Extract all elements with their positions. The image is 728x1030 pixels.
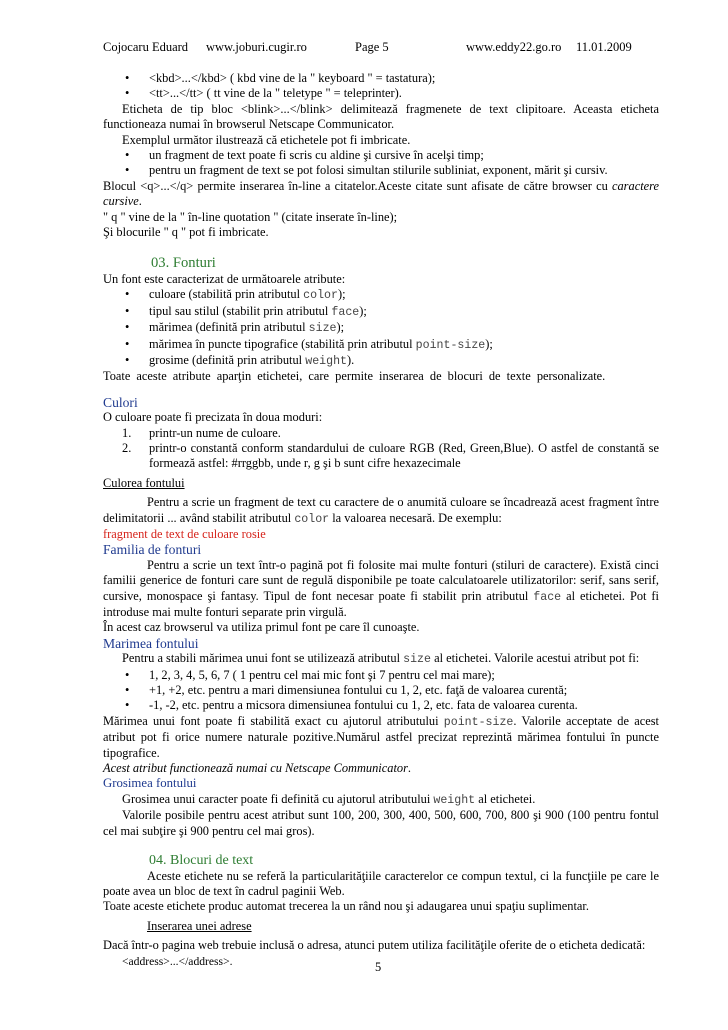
list-item: • un fragment de text poate fi scris cu aldine şi cursive în acelşi timp; (125, 148, 484, 163)
fonturi-intro: Un font este caracterizat de următoarele atribute: (103, 271, 346, 286)
fonturi-closing: Toate aceste atribute aparţin etichetei, care permite inserarea de blocuri de texte personalizate. (103, 369, 606, 384)
heading-grosimea-fontului: Grosimea fontului (103, 776, 197, 791)
q-line-2: " q " vine de la " în-line quotation " (citate inserate în-line); (103, 209, 398, 224)
blink-paragraph: Eticheta de tip bloc <blink>...</blink> delimitează fragmenete de text clipitoare. Aceasta eticheta functioneaza numai în browserul Netscape Communicator. (103, 101, 659, 132)
nest-bullet-list (103, 148, 659, 179)
blocuri-paragraph-3: Dacă într-o pagina web trebuie inclusă o adresa, atunci putem utiliza facilităţile oferite de o eticheta dedicată: (103, 938, 646, 953)
heading-familia-de-fonturi: Familia de fonturi (103, 542, 202, 558)
list-item: • grosime (definită prin atributul weight). (125, 352, 355, 368)
page-number: 5 (375, 960, 382, 974)
list-item: 1. printr-un nume de culoare. (122, 425, 281, 440)
grosimea-line-2: Valorile posibile pentru acest atribut sunt 100, 200, 300, 400, 500, 600, 700, 800 şi 900 (100 pentru fontul cel mai subţire şi 900 pentru cel mai gros). (103, 808, 659, 838)
marimea-paragraph: Mărimea unui font poate fi stabilită exact cu ajutorul atributului point-size. Valorile acceptate de acest atribut pot fi orice numere naturale pozitive.Numărul astfel precizat reprezintă mărimea fontului în puncte tipografice. (103, 713, 659, 760)
list-item: • <tt>...</tt> ( tt vine de la " teletype " = teleprinter). (125, 86, 402, 101)
list-item: • mărimea în puncte tipografice (stabilită prin atributul point-size); (125, 336, 493, 352)
page-body (103, 71, 659, 969)
grosimea-line-1: Grosimea unui caracter poate fi definită cu ajutorul atributului weight al etichetei. (122, 791, 536, 807)
address-code: <address>...</address>. (122, 954, 233, 968)
list-item: 2. printr-o constantă conform standardului de culoare RGB (Red, Green,Blue). O astfel de constantă se formează astfel: #rrggbb, unde r, g şi b sunt cifre hexazecimale (122, 440, 659, 471)
header-site1: www.joburi.cugir.ro (206, 40, 307, 54)
font-attributes-list (103, 287, 659, 369)
q-paragraph: Blocul <q>...</q> permite inserarea în-line a citatelor.Aceste citate sunt afisate de către browser cu caractere cursive. (103, 178, 659, 209)
heading-culorea-fontului: Culorea fontului (103, 475, 185, 490)
blocuri-paragraph-2: Toate aceste etichete produc automat trecerea la un rând nou şi adaugarea unui spaţiu suplimentar. (103, 899, 589, 914)
marimea-intro: Pentru a stabili mărimea unui font se utilizează atributul size al etichetei. Valorile acestui atribut pot fi: (122, 651, 640, 667)
marimea-note: Acest atribut functionează numai cu Netscape Communicator. (103, 761, 412, 776)
red-text-example: fragment de text de culoare rosie (103, 526, 266, 541)
familia-line-2: În acest caz browserul va utiliza primul font pe care îl cunoaşte. (103, 620, 420, 635)
section-title-fonturi: 03. Fonturi (151, 255, 216, 272)
top-bullet-list (103, 71, 659, 102)
blocuri-paragraph-1: Aceste etichete nu se referă la particularităţiile caracterelor ce compun textul, ci la funcţiile pe care le poate avea un bloc de text în cadrul paginii Web. (103, 868, 659, 898)
header-author: Cojocaru Eduard (103, 40, 189, 54)
header-date: 11.01.2009 (576, 40, 632, 54)
heading-culori: Culori (103, 394, 138, 410)
culorea-paragraph: Pentru a scrie un fragment de text cu caractere de o anumită culoare se încadrează acest fragment între delimitatorii ... având stabilit atributul color la valoarea necesară. De exemplu: (103, 495, 659, 526)
list-item: • pentru un fragment de text se pot folosi simultan stilurile subliniat, exponent, mărit şi cursiv. (125, 163, 608, 178)
list-item: • culoare (stabilită prin atributul color); (125, 287, 346, 303)
header-site2: www.eddy22.go.ro (466, 40, 562, 54)
header-page: Page 5 (355, 40, 389, 54)
list-item: • 1, 2, 3, 4, 5, 6, 7 ( 1 pentru cel mai mic font şi 7 pentru cel mai mare); (125, 667, 495, 682)
marimea-list (103, 668, 659, 714)
culori-list (103, 426, 659, 472)
list-item: • <kbd>...</kbd> ( kbd vine de la " keyboard " = tastatura); (125, 71, 436, 85)
heading-marimea-fontului: Marimea fontului (103, 635, 199, 651)
list-item: • tipul sau stilul (stabilit prin atributul face); (125, 303, 367, 319)
list-item: • -1, -2, etc. pentru a micsora dimensiunea fontului cu 1, 2, etc. fata de valoarea curenta. (125, 698, 578, 713)
heading-inserarea-unei-adrese: Inserarea unei adrese (147, 918, 252, 933)
culori-intro: O culoare poate fi precizata în doua moduri: (103, 410, 323, 425)
familia-paragraph: Pentru a scrie un text într-o pagină pot fi folosite mai multe fonturi (stiluri de caractere). Există cinci familii generice de fonturi care sunt de regulă disponibile pe toate calculatoarele utilizatorilor: serif, sans serif, cursive, monospace şi fantasy. Tipul de font necesar poate fi stabilit prin atributul face al etichetei. Pot fi introduse mai multe fonturi separate prin virgulă. (103, 557, 659, 619)
list-item: • mărimea (definită prin atributul size); (125, 320, 345, 336)
nest-intro: Exemplul următor ilustrează că etichetele pot fi imbricate. (122, 132, 411, 147)
section-title-blocuri: 04. Blocuri de text (149, 853, 254, 869)
q-line-3: Şi blocurile " q " pot fi imbricate. (103, 225, 269, 240)
list-item: • +1, +2, etc. pentru a mari dimensiunea fontului cu 1, 2, etc. faţă de valoarea curentă; (125, 683, 568, 698)
